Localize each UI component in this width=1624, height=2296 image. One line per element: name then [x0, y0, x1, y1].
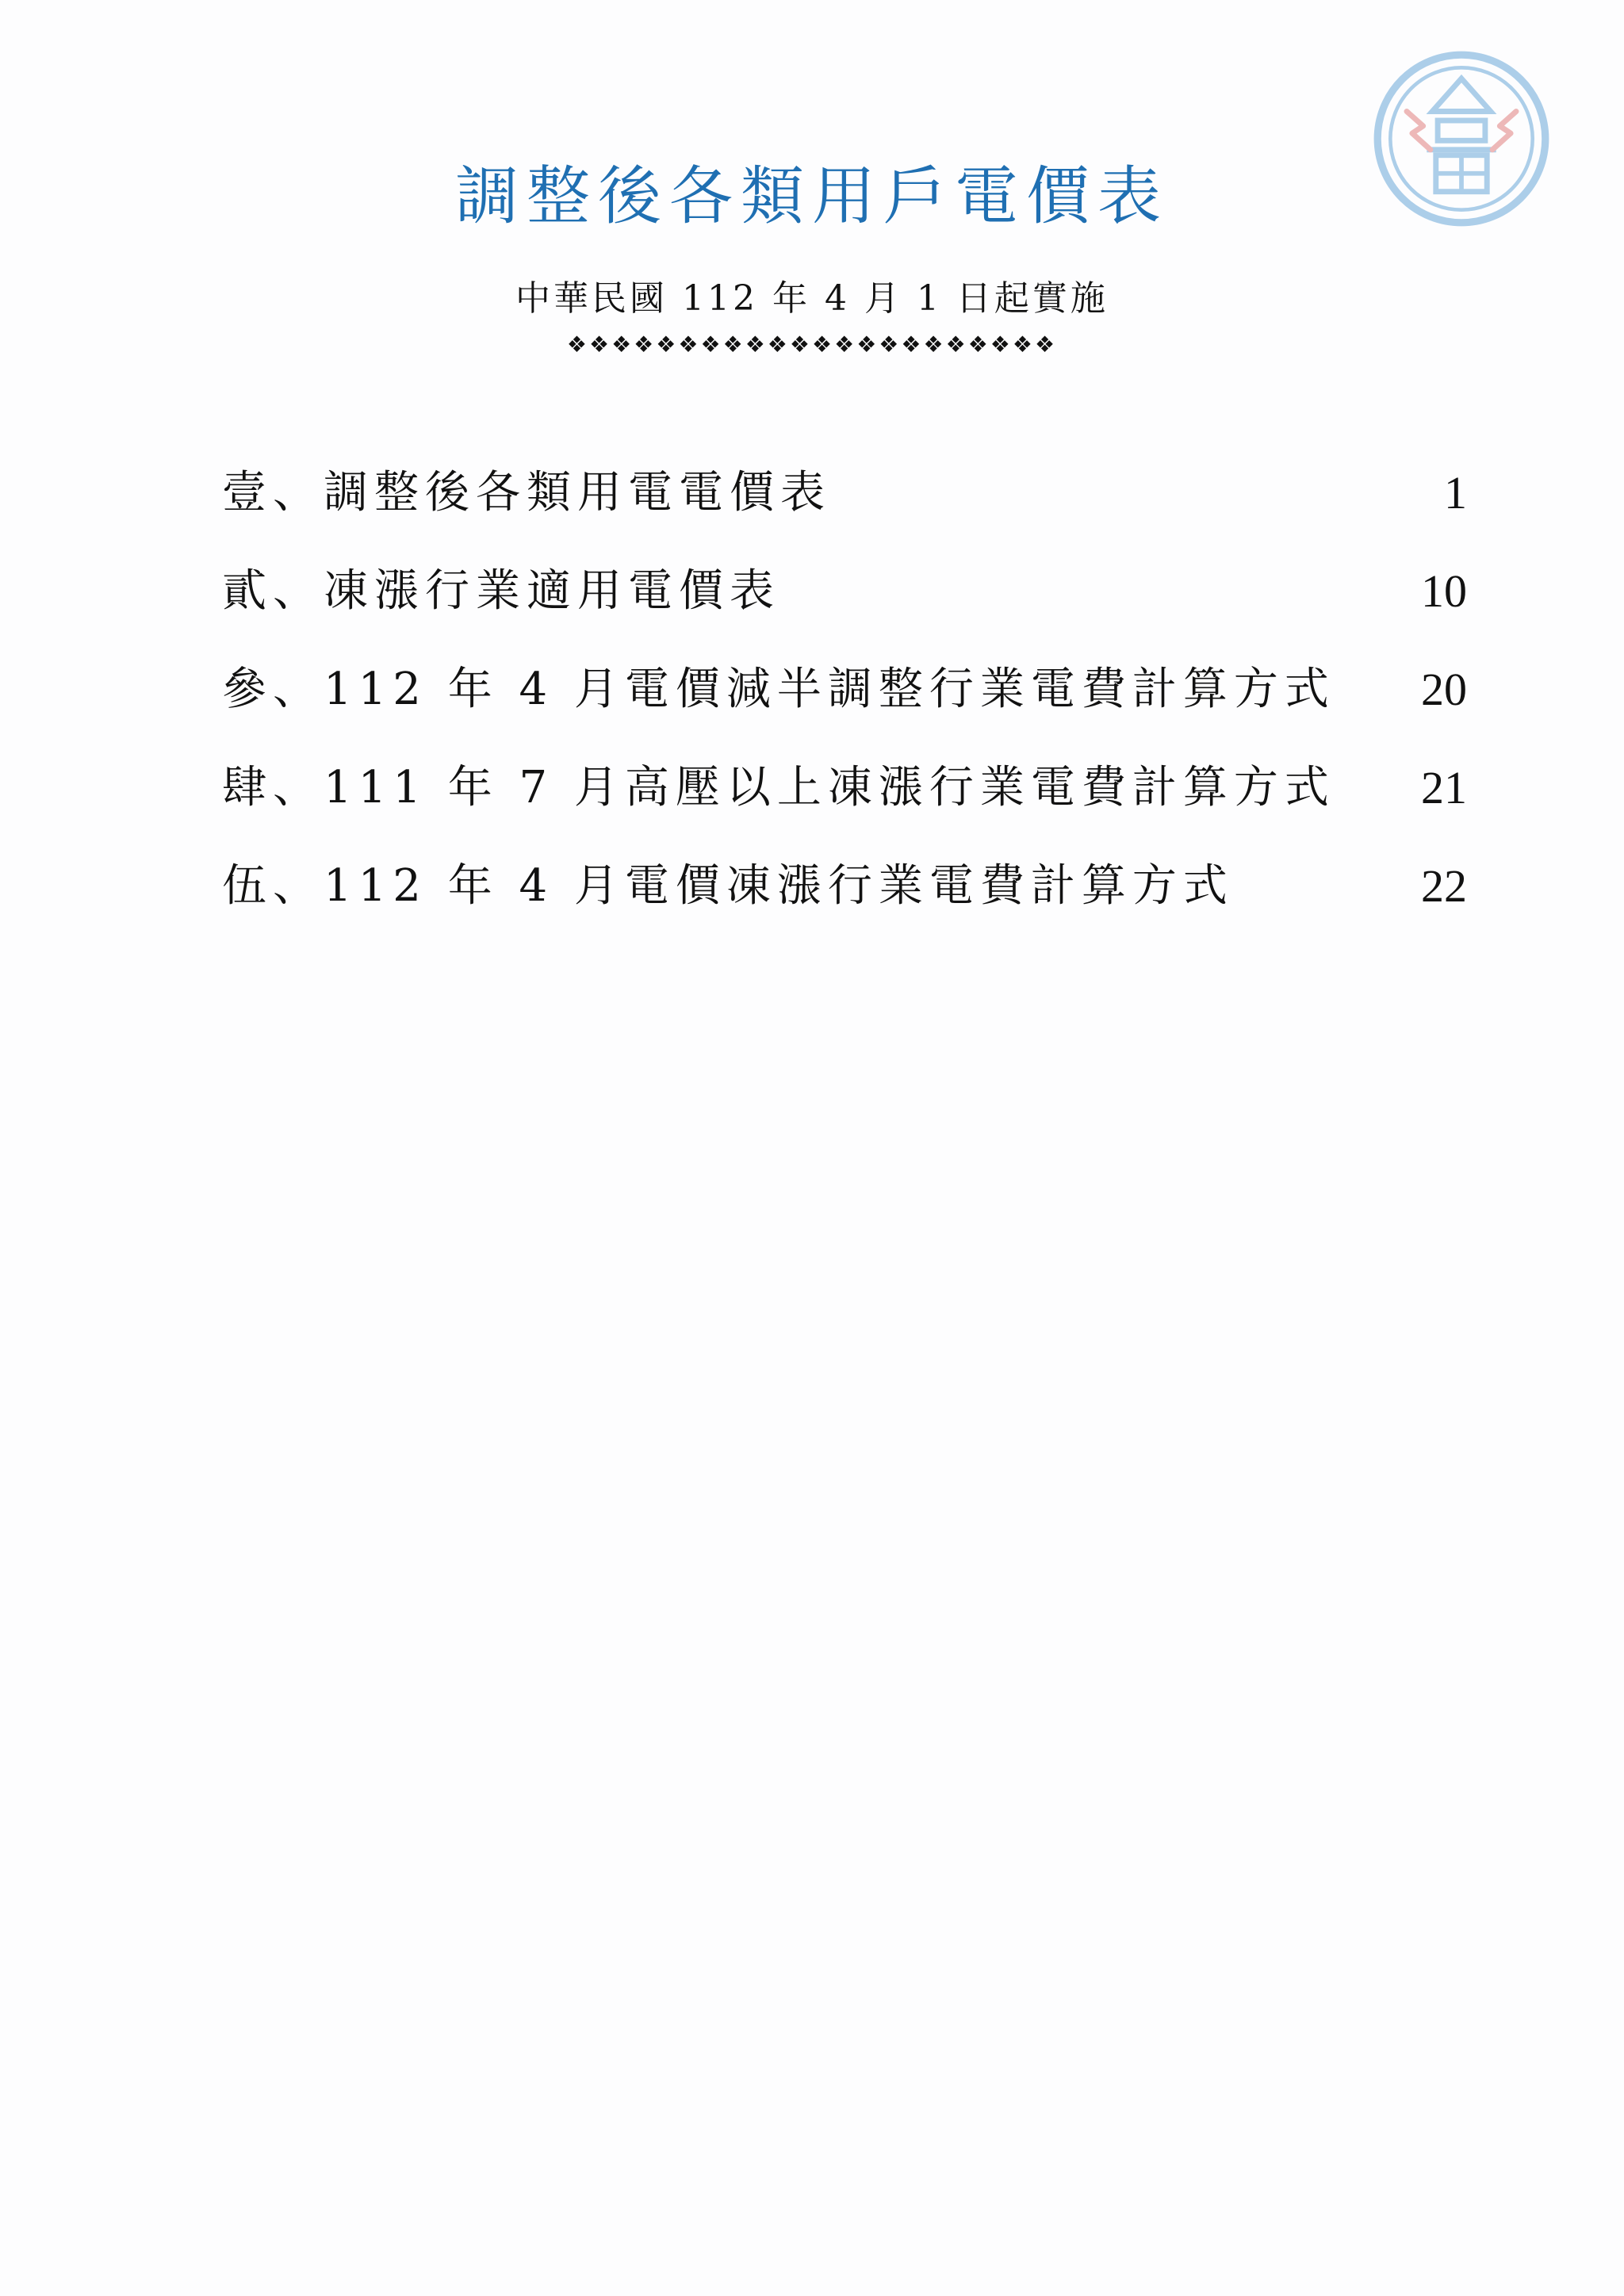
toc-item-page: 22 — [1421, 860, 1467, 912]
toc-item-page: 21 — [1421, 762, 1467, 813]
toc-item[interactable] — [222, 739, 1467, 837]
toc-item-page: 20 — [1421, 664, 1467, 715]
toc-item-label: 貳、凍漲行業適用電價表 — [222, 565, 780, 617]
toc-item[interactable] — [222, 542, 1467, 641]
table-of-contents — [222, 444, 1467, 936]
toc-item-page: 10 — [1421, 565, 1467, 617]
effective-date-subtitle: 中華民國 112 年 4 月 1 日起實施 — [515, 278, 1109, 319]
toc-item-label: 參、112 年 4 月電價減半調整行業電費計算方式 — [222, 664, 1335, 715]
toc-item-label: 壹、調整後各類用電電價表 — [222, 467, 831, 519]
toc-item-label: 肆、111 年 7 月高壓以上凍漲行業電費計算方式 — [222, 762, 1335, 813]
toc-item[interactable] — [222, 837, 1467, 936]
page-title: 調整後各類用戶電價表 — [455, 159, 1169, 233]
ornament-divider: ❖❖❖❖❖❖❖❖❖❖❖❖❖❖❖❖❖❖❖❖❖❖ — [566, 331, 1058, 358]
toc-item-page: 1 — [1444, 467, 1467, 519]
toc-item-label: 伍、112 年 4 月電價凍漲行業電費計算方式 — [222, 860, 1234, 912]
toc-item[interactable] — [222, 641, 1467, 739]
toc-item[interactable] — [222, 444, 1467, 542]
